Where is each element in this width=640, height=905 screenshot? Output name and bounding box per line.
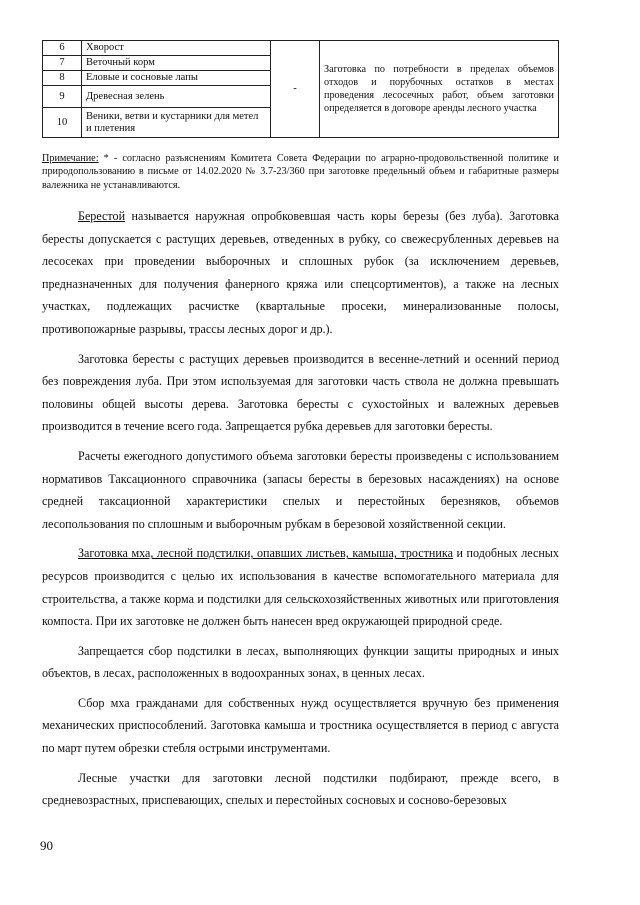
page-number: 90 [40, 838, 53, 853]
paragraph-text: и подобных лесных ресурсов производится с целью их использования в качестве вспомогательного материала для строительства, а также корма и подстилки для сельскохозяйственных животных или приготовления компоста. При их заготовке не должен быть нанесен вред окружающей природной среде. [42, 546, 559, 629]
paragraph [42, 542, 559, 632]
body-text [42, 205, 559, 819]
paragraph: Лесные участки для заготовки лесной подстилки подбирают, прежде всего, в средневозрастных, приспевающих, спелых и перестойных сосновых и сосново-березовых [42, 770, 559, 808]
row-number: 10 [43, 108, 82, 138]
volume-cell: - [271, 41, 320, 138]
row-number: 9 [43, 86, 82, 108]
resources-table [42, 40, 559, 138]
row-number: 6 [43, 41, 82, 56]
note-text: * - согласно разъяснениям Комитета Совета Федерации по аграрно-продовольственной политике и природопользованию в письме от 14.02.2020 № 3.7-23/360 при заготовке предельный объем и габаритные размеры валежника не устанавливаются. [42, 153, 559, 191]
row-number: 8 [43, 71, 82, 86]
resource-name: Веточный корм [82, 56, 271, 71]
description-cell: Заготовка по потребности в пределах объемов отходов и порубочных остатков в местах проведения лесосечных работ, объем заготовки определяется в договоре аренды лесного участка [320, 41, 559, 138]
paragraph: Сбор мха гражданами для собственных нужд осуществляется вручную без применения механических приспособлений. Заготовка камыша и тростника осуществляется в период с августа по март путем обрезки стебля острыми инструментами. [42, 695, 559, 756]
paragraph: Заготовка бересты с растущих деревьев производится в весенне-летний и осенний период без повреждения луба. При этом используемая для заготовки часть ствола не должна превышать половины общей высоты дерева. Заготовка бересты с сухостойных и валежных деревьев производится в течение всего года. Запрещается рубка деревьев для заготовки бересты. [42, 351, 559, 434]
resource-name: Древесная зелень [82, 86, 271, 108]
note-label: Примечание: [42, 153, 99, 164]
paragraph-text: называется наружная опробковевшая часть коры березы (без луба). Заготовка бересты допускается с растущих деревьев, отведенных в рубку, со свежесрубленных деревьев на лесосеках при проведении выборочных и сплошных рубок (за исключением деревьев, предназначенных для получения фанерного кряжа или спецсортиментов), а также на лесных участках, подлежащих расчистке (квартальные просеки, минерализованные полосы, противопожарные разрывы, трассы лесных дорог и др.). [42, 209, 559, 336]
table-row [43, 41, 559, 56]
paragraph [42, 205, 559, 341]
resource-name: Веники, ветви и кустарники для метел и плетения [82, 108, 271, 138]
table-note [42, 152, 559, 192]
paragraph: Запрещается сбор подстилки в лесах, выполняющих функции защиты природных и иных объектов, в лесах, расположенных в водоохранных зонах, в ценных лесах. [42, 643, 559, 681]
resource-name: Еловые и сосновые лапы [82, 71, 271, 86]
resource-name: Хворост [82, 41, 271, 56]
row-number: 7 [43, 56, 82, 71]
term-birch-bark: Берестой [78, 209, 126, 223]
paragraph: Расчеты ежегодного допустимого объема заготовки бересты произведены с использованием нормативов Таксационного справочника (запасы бересты в березовых насаждениях) на основе средней таксационной характеристики спелых и перестойных березняков, объемов лесопользования по сплошным и выборочным рубкам в березовой хозяйственной секции. [42, 448, 559, 531]
term-moss-litter: Заготовка мха, лесной подстилки, опавших листьев, камыша, тростника [78, 546, 453, 561]
